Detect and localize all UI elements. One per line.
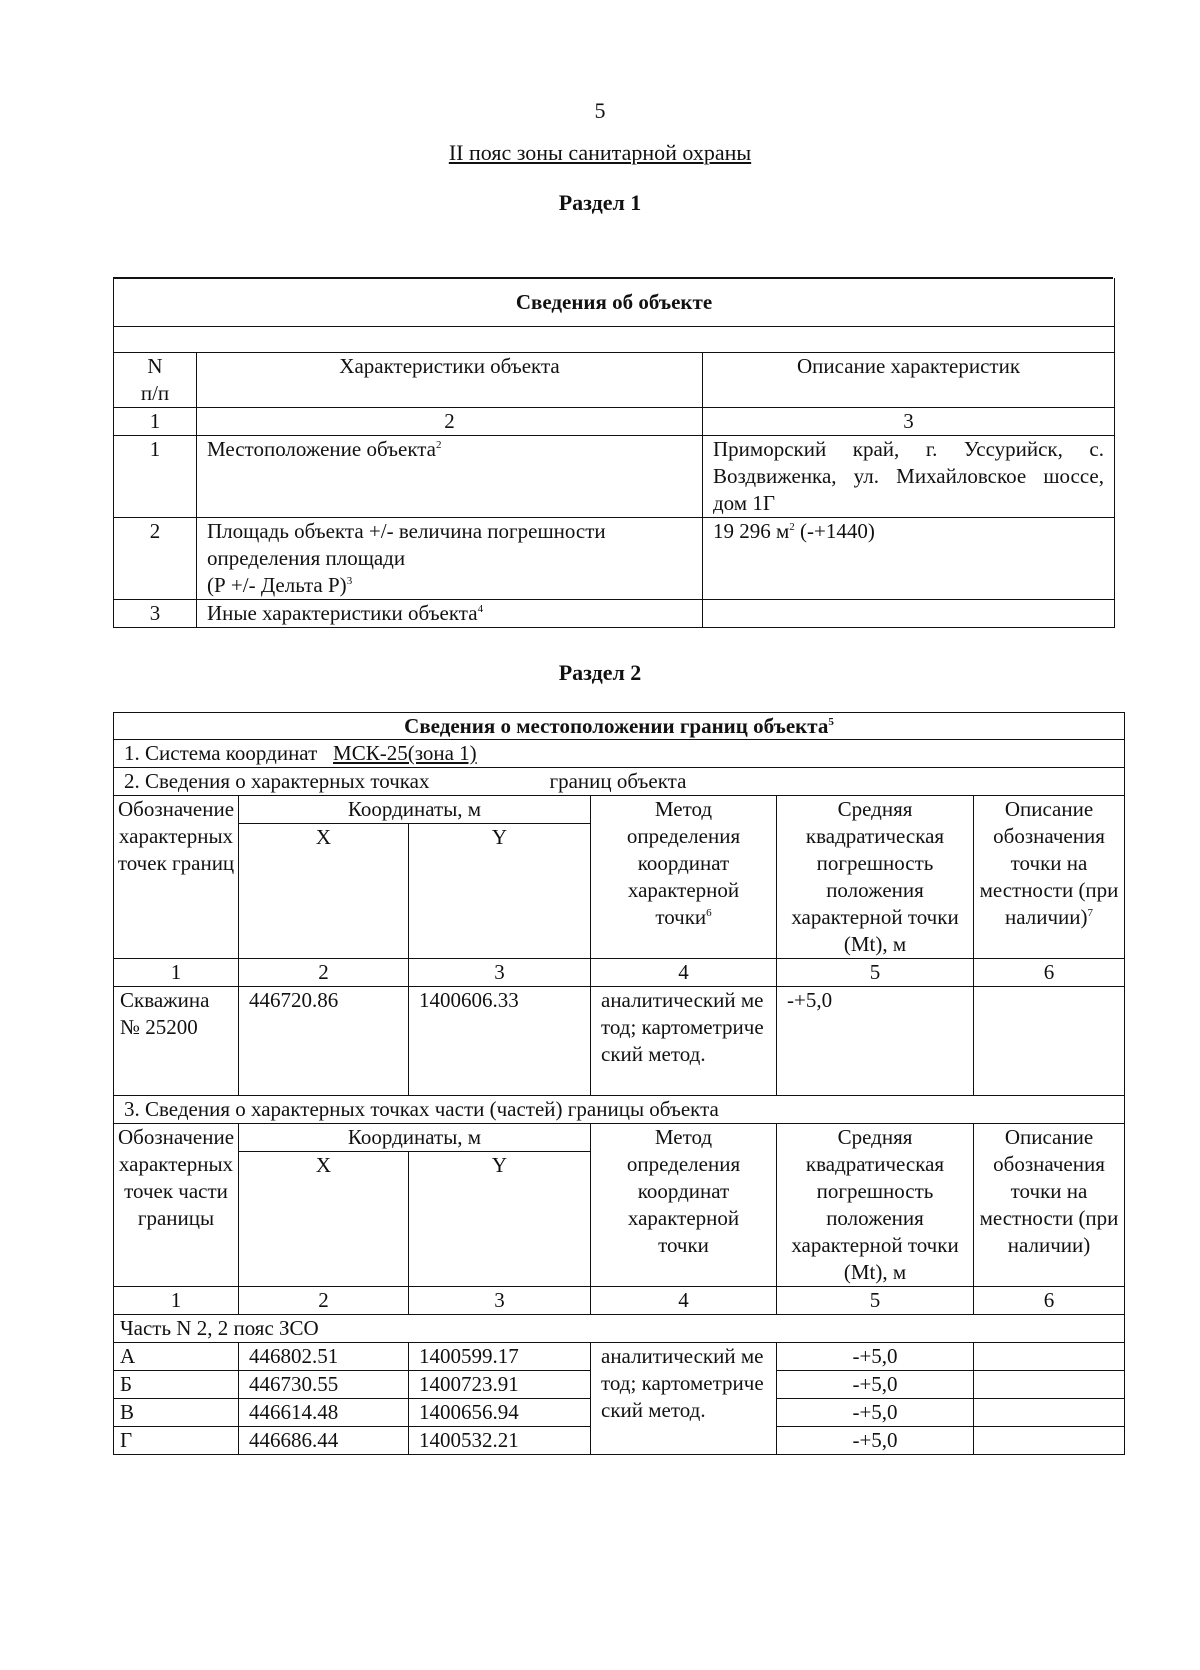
point-x: 446730.55 (239, 1371, 409, 1399)
point-name: Г (114, 1427, 239, 1455)
row-number: 2 (114, 518, 197, 600)
footnote-mark: 7 (1087, 907, 1093, 919)
point-error: -+5,0 (777, 1427, 974, 1455)
point-error: -+5,0 (777, 1343, 974, 1371)
row-characteristic (197, 436, 703, 518)
footnote-mark: 4 (477, 603, 484, 615)
col-number: 6 (974, 1287, 1125, 1315)
well-error: -+5,0 (777, 987, 974, 1096)
section1-title: Раздел 1 (558, 190, 642, 215)
point-x: 446802.51 (239, 1343, 409, 1371)
area-unit-sup: 2 (789, 521, 795, 533)
area-tolerance: (-+1440) (794, 519, 875, 543)
col-number: 1 (114, 1287, 239, 1315)
boundary-table-title (114, 713, 1125, 740)
col-number: 2 (239, 1287, 409, 1315)
characteristic-text: Местоположение объекта (207, 437, 437, 461)
footnote-mark: 2 (436, 439, 442, 451)
zone-heading: II пояс зоны санитарной охраны (448, 140, 752, 165)
col-number: 1 (114, 959, 239, 987)
table-row (114, 600, 1115, 628)
points-label-row (114, 768, 1125, 796)
coord-system-value: МСК-25(зона 1) (333, 741, 477, 765)
part-method: аналитический метод; картометрический метод. (591, 1343, 777, 1455)
row-characteristic (197, 518, 703, 600)
footnote-mark: 5 (828, 716, 834, 728)
characteristic-text: Площадь объекта +/- величина погрешности определения площади (207, 519, 606, 570)
area-value: 19 296 м (713, 519, 790, 543)
hdr-coords-part: Координаты, м (239, 1124, 591, 1152)
col-number: 5 (777, 1287, 974, 1315)
point-desc (974, 1371, 1125, 1399)
hdr-x-part: X (239, 1152, 409, 1287)
page-number: 5 (594, 98, 606, 123)
section2-title: Раздел 2 (558, 660, 642, 685)
object-info-table (113, 278, 1115, 628)
hdr-y-part: Y (409, 1152, 591, 1287)
col-header-n: N п/п (114, 353, 197, 408)
point-y: 1400532.21 (409, 1427, 591, 1455)
col-number: 5 (777, 959, 974, 987)
col-header-characteristics: Характеристики объекта (197, 353, 703, 408)
footnote-mark: 3 (346, 575, 353, 587)
col-number: 3 (409, 959, 591, 987)
point-desc (974, 1343, 1125, 1371)
col-number: 3 (409, 1287, 591, 1315)
col-number: 4 (591, 1287, 777, 1315)
col-number: 4 (591, 959, 777, 987)
point-desc (974, 1399, 1125, 1427)
hdr-desc (974, 796, 1125, 959)
point-y: 1400723.91 (409, 1371, 591, 1399)
points-label: 2. Сведения о характерных точках (124, 769, 430, 793)
hdr-error-part: Средняя квадратическая погрешность положения характерной точки (Mt), м (777, 1124, 974, 1287)
point-name: В (114, 1399, 239, 1427)
hdr-method-part: Метод определения координат характерной точки (591, 1124, 777, 1287)
point-y: 1400656.94 (409, 1399, 591, 1427)
point-name: Б (114, 1371, 239, 1399)
well-row (114, 987, 1125, 1096)
hdr-coords: Координаты, м (239, 796, 591, 824)
hdr-desc-text: Описание обозначения точки на местности (при наличии) (979, 797, 1119, 929)
row-number: 1 (114, 436, 197, 518)
col-header-description: Описание характеристик (703, 353, 1115, 408)
hdr-designation: Обозначение характерных точек границ (114, 796, 239, 959)
col-number: 6 (974, 959, 1125, 987)
parts-label-row: 3. Сведения о характерных точках части (частей) границы объекта (114, 1096, 1125, 1124)
footnote-mark: 6 (706, 907, 712, 919)
object-table-title: Сведения об объекте (114, 278, 1115, 327)
well-desc (974, 987, 1125, 1096)
table-row (114, 1343, 1125, 1371)
hdr-error: Средняя квадратическая погрешность положения характерной точки (Mt), м (777, 796, 974, 959)
row-number: 3 (114, 600, 197, 628)
row-description (703, 518, 1115, 600)
row-description: Приморский край, г. Уссурийск, с. Воздвиженка, ул. Михайловское шоссе, дом 1Г (703, 436, 1115, 518)
row-description (703, 600, 1115, 628)
part-label-row: Часть N 2, 2 пояс ЗСО (114, 1315, 1125, 1343)
well-y: 1400606.33 (409, 987, 591, 1096)
coord-system-label: 1. Система координат (124, 741, 318, 765)
points-label-tail: границ объекта (549, 769, 687, 793)
point-y: 1400599.17 (409, 1343, 591, 1371)
boundary-title-text: Сведения о местоположении границ объекта (404, 714, 829, 738)
characteristic-text: Иные характеристики объекта (207, 601, 478, 625)
hdr-desc-part: Описание обозначения точки на местности (при наличии) (974, 1124, 1125, 1287)
point-error: -+5,0 (777, 1399, 974, 1427)
row-characteristic (197, 600, 703, 628)
hdr-designation-part: Обозначение характерных точек части границы (114, 1124, 239, 1287)
point-desc (974, 1427, 1125, 1455)
empty-row (114, 327, 1115, 353)
col-number: 2 (239, 959, 409, 987)
col-number: 1 (114, 408, 197, 436)
table-row (114, 518, 1115, 600)
col-number: 2 (197, 408, 703, 436)
point-error: -+5,0 (777, 1371, 974, 1399)
col-number: 3 (703, 408, 1115, 436)
well-method: аналитический метод; картометрический метод. (591, 987, 777, 1096)
well-x: 446720.86 (239, 987, 409, 1096)
hdr-method (591, 796, 777, 959)
hdr-method-text: Метод определения координат характерной точки (626, 797, 741, 929)
coord-system-row (114, 740, 1125, 768)
boundary-table (113, 712, 1125, 1455)
hdr-x: X (239, 824, 409, 959)
hdr-y: Y (409, 824, 591, 959)
characteristic-formula: (Р +/- Дельта Р) (207, 573, 347, 597)
table-row (114, 436, 1115, 518)
point-x: 446614.48 (239, 1399, 409, 1427)
well-name: Скважина № 25200 (114, 987, 239, 1096)
point-x: 446686.44 (239, 1427, 409, 1455)
point-name: А (114, 1343, 239, 1371)
